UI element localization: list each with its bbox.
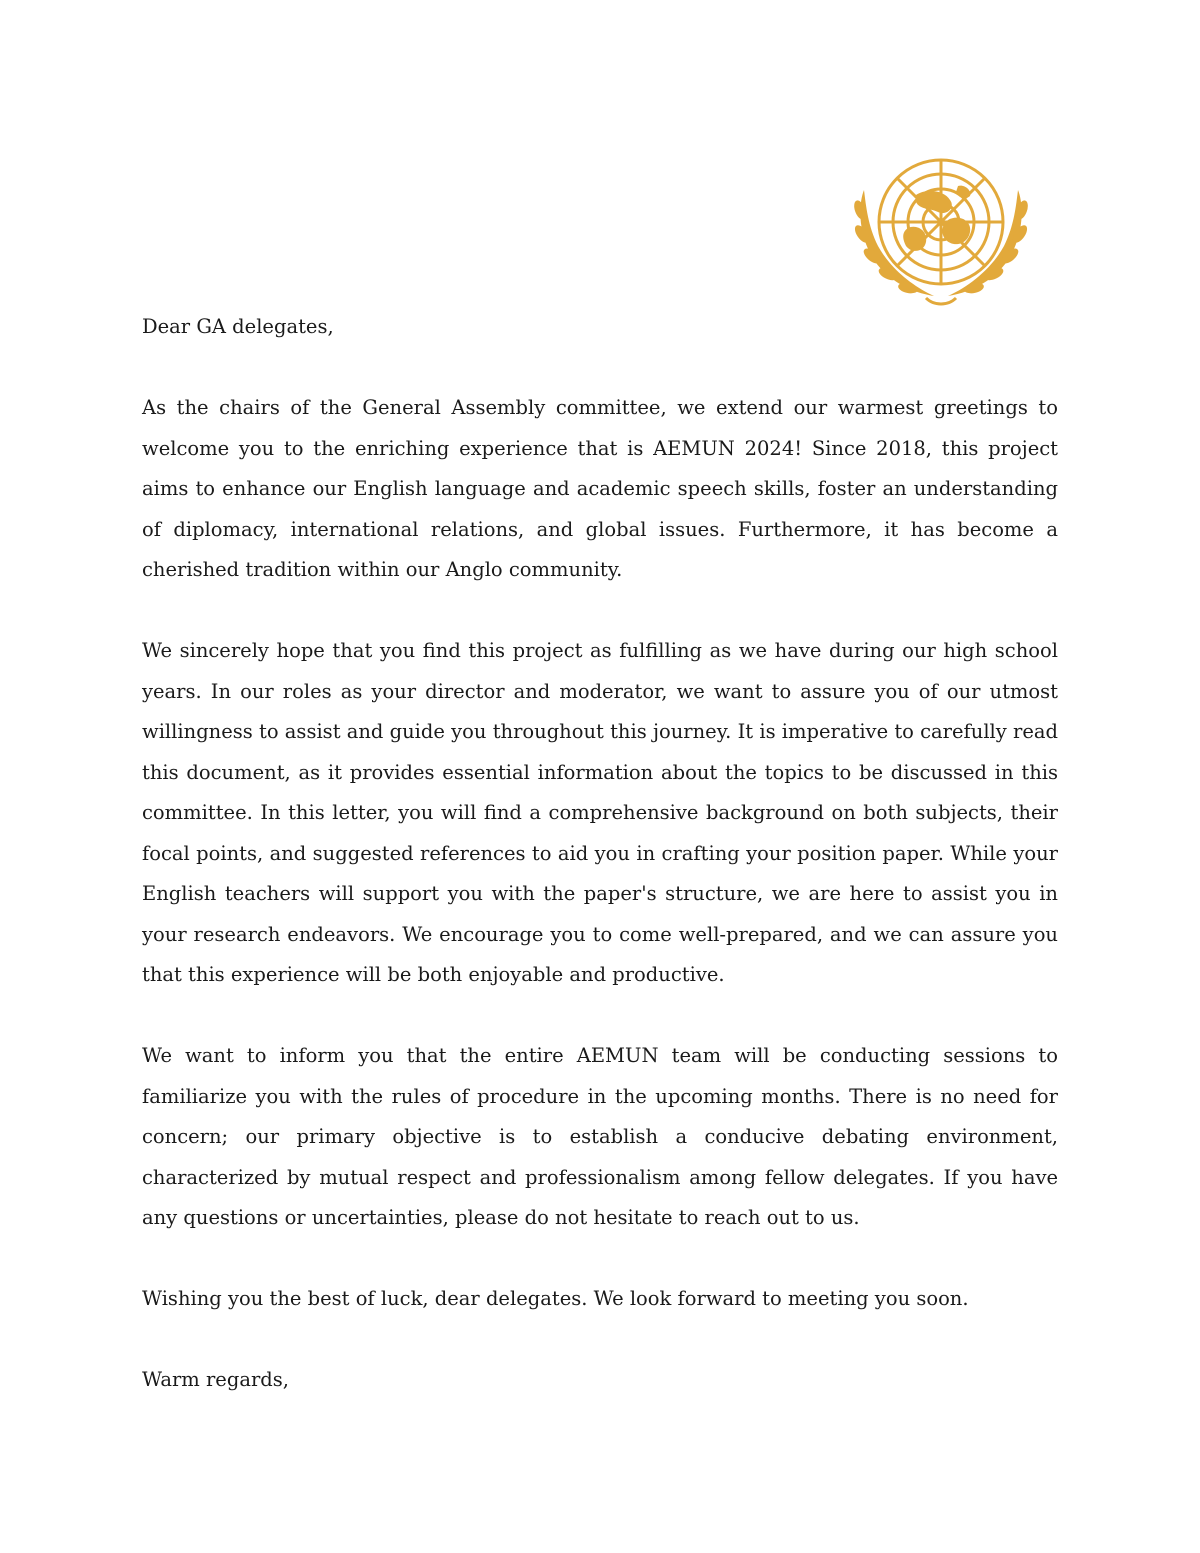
letter-body (142, 307, 1058, 1401)
salutation: Dear GA delegates, (142, 315, 334, 338)
paragraph-procedure: We want to inform you that the entire AEMUN team will be conducting sessions to familiarize you with the rules of procedure in the upcoming months. There is no need for concern; our primary objective is to establish a conducive debating environment, characterized by mutual respect and professionalism among fellow delegates. If you have any questions or uncertainties, please do not hesitate to reach out to us. (142, 1044, 1058, 1229)
closing: Warm regards, (142, 1368, 289, 1391)
paragraph-hopes: We sincerely hope that you find this project as fulfilling as we have during our high school years. In our roles as your director and moderator, we want to assure you of our utmost willingness to assist and guide you throughout this journey. It is imperative to carefully read this document, as it provides essential information about the topics to be discussed in this committee. In this letter, you will find a comprehensive background on both subjects, their focal points, and suggested references to aid you in crafting your position paper. While your English teachers will support you with the paper's structure, we are here to assist you in your research endeavors. We encourage you to come well-prepared, and we can assure you that this experience will be both enjoyable and productive. (142, 639, 1058, 986)
united-nations-emblem-icon (846, 150, 1036, 310)
paragraph-intro: As the chairs of the General Assembly committee, we extend our warmest greetings to welcome you to the enriching experience that is AEMUN 2024! Since 2018, this project aims to enhance our English language and academic speech skills, foster an understanding of diplomacy, international relations, and global issues. Furthermore, it has become a cherished tradition within our Anglo community. (142, 396, 1058, 581)
paragraph-wishes: Wishing you the best of luck, dear delegates. We look forward to meeting you soon. (142, 1287, 969, 1310)
